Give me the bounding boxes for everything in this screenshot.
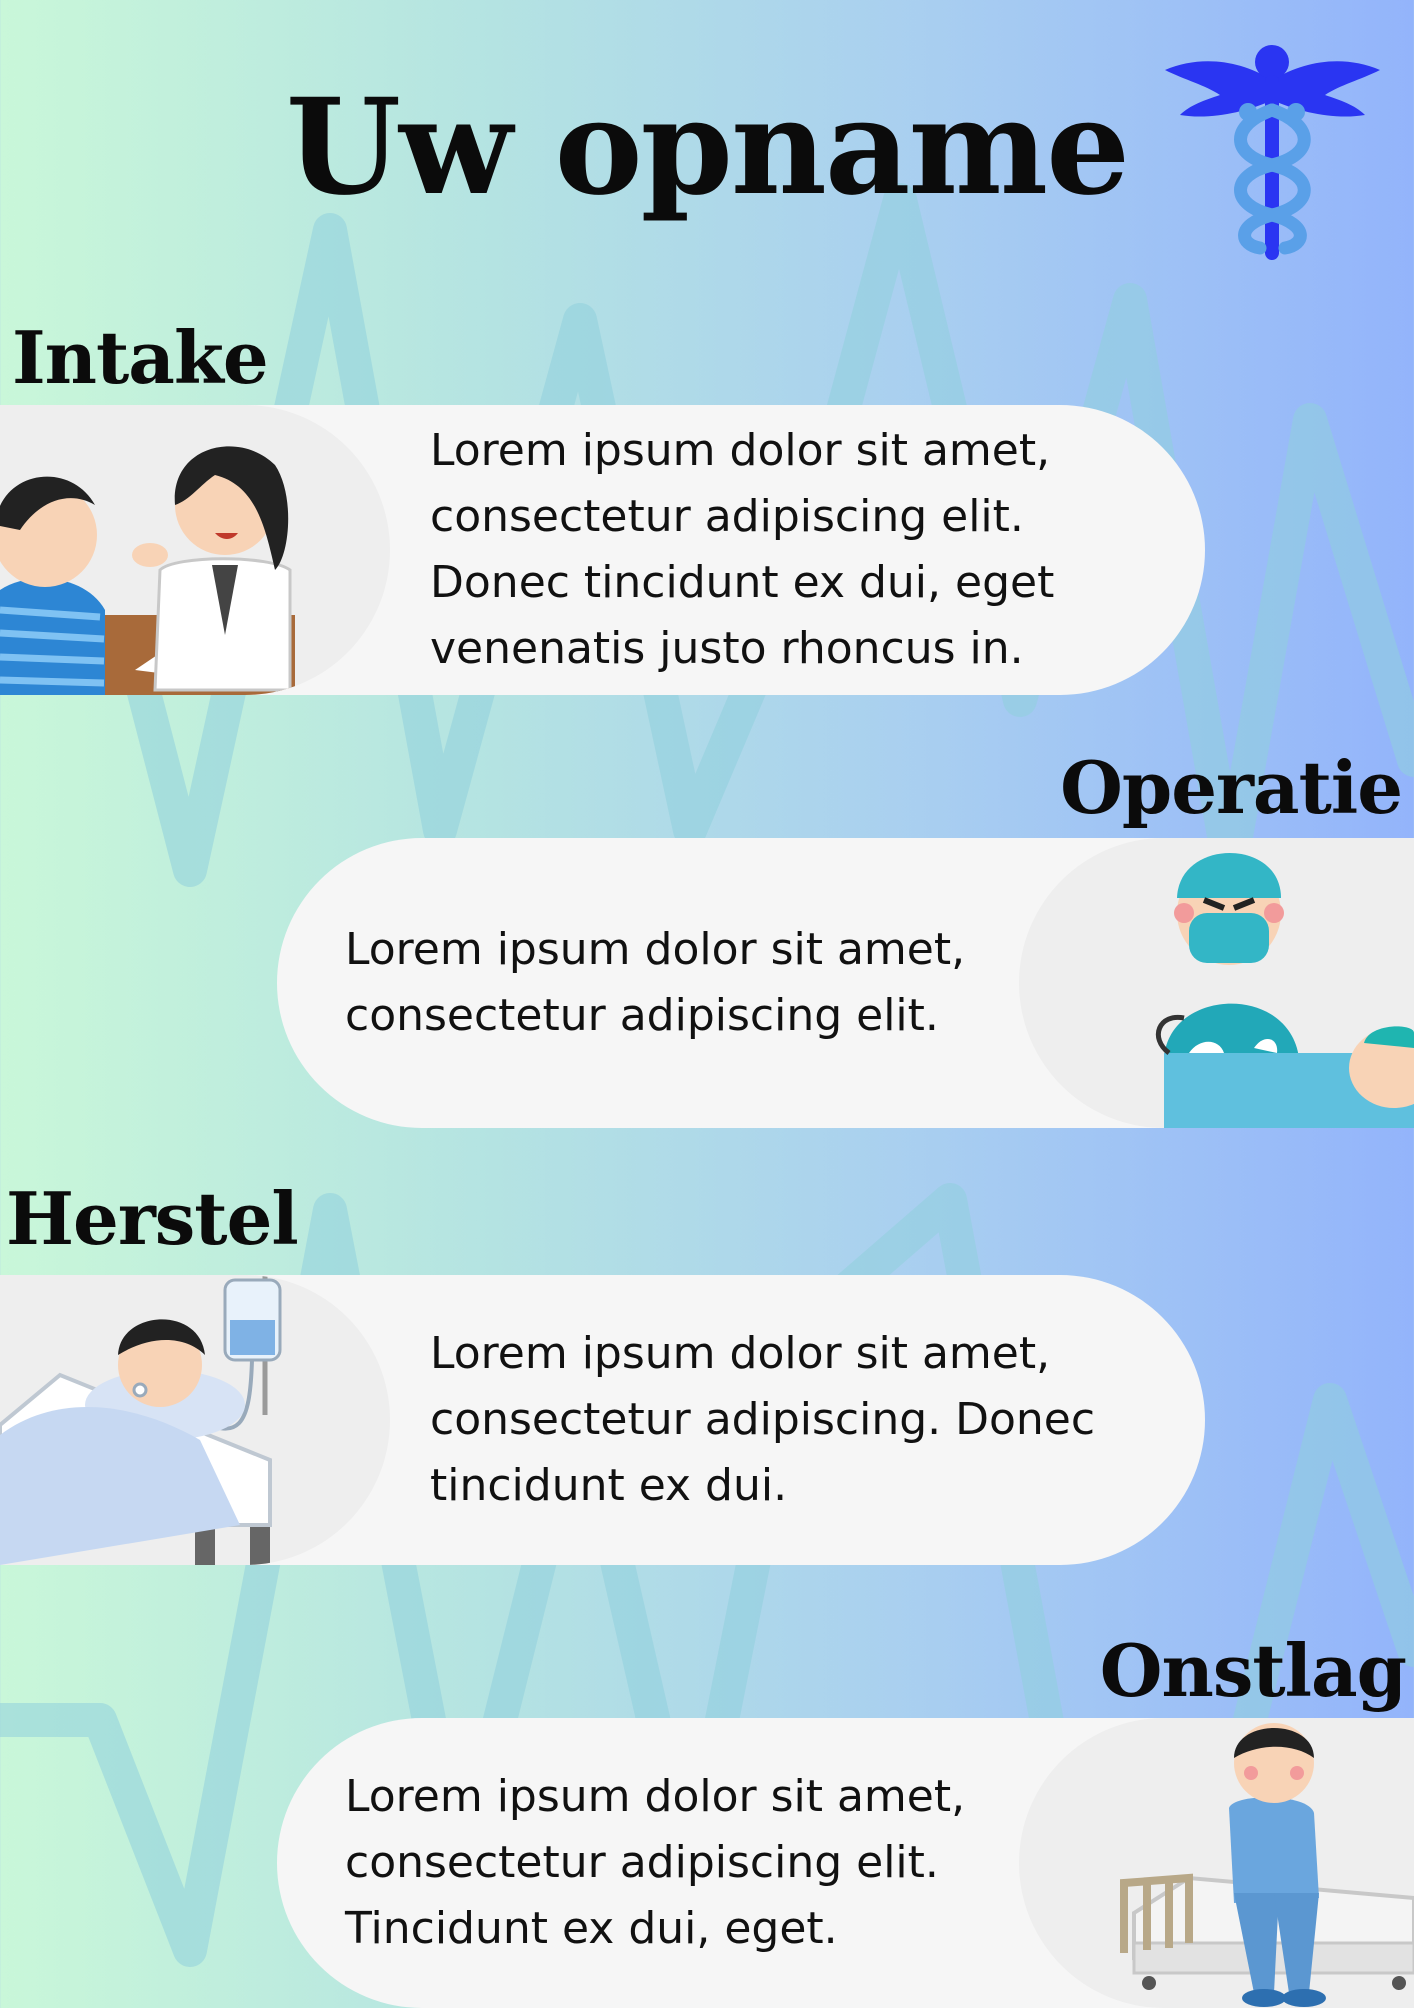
card-operatie <box>277 838 1414 1128</box>
card-line: Lorem ipsum dolor sit amet, <box>345 1771 966 1822</box>
section-title-herstel: Herstel <box>6 1176 298 1261</box>
section-title-onstlag: Onstlag <box>1099 1628 1406 1713</box>
page-title: Uw opname <box>285 70 1129 225</box>
card-herstel <box>0 1275 1205 1565</box>
illustration-surgeon-operating <box>1019 838 1414 1128</box>
card-line: Lorem ipsum dolor sit amet, <box>430 425 1051 476</box>
card-line: tincidunt ex dui. <box>430 1460 788 1511</box>
card-line: consectetur adipiscing elit. <box>345 990 939 1041</box>
illustration-patient-recovering-in-bed <box>0 1275 390 1565</box>
illustration-doctor-consultation <box>0 405 390 695</box>
card-line: Donec tincidunt ex dui, eget <box>430 557 1055 608</box>
caduceus-icon <box>1160 40 1385 270</box>
card-line: Tincidunt ex dui, eget. <box>345 1903 838 1954</box>
card-line: consectetur adipiscing. Donec <box>430 1394 1096 1445</box>
card-line: consectetur adipiscing elit. <box>345 1837 939 1888</box>
section-title-operatie: Operatie <box>1060 745 1402 830</box>
card-line: Lorem ipsum dolor sit amet, <box>345 924 966 975</box>
card-line: Lorem ipsum dolor sit amet, <box>430 1328 1051 1379</box>
card-onstlag <box>277 1718 1414 2008</box>
card-line: venenatis justo rhoncus in. <box>430 623 1024 674</box>
illustration-patient-leaving-bed <box>1019 1718 1414 2008</box>
section-title-intake: Intake <box>12 315 268 400</box>
card-intake <box>0 405 1205 695</box>
card-line: consectetur adipiscing elit. <box>430 491 1024 542</box>
